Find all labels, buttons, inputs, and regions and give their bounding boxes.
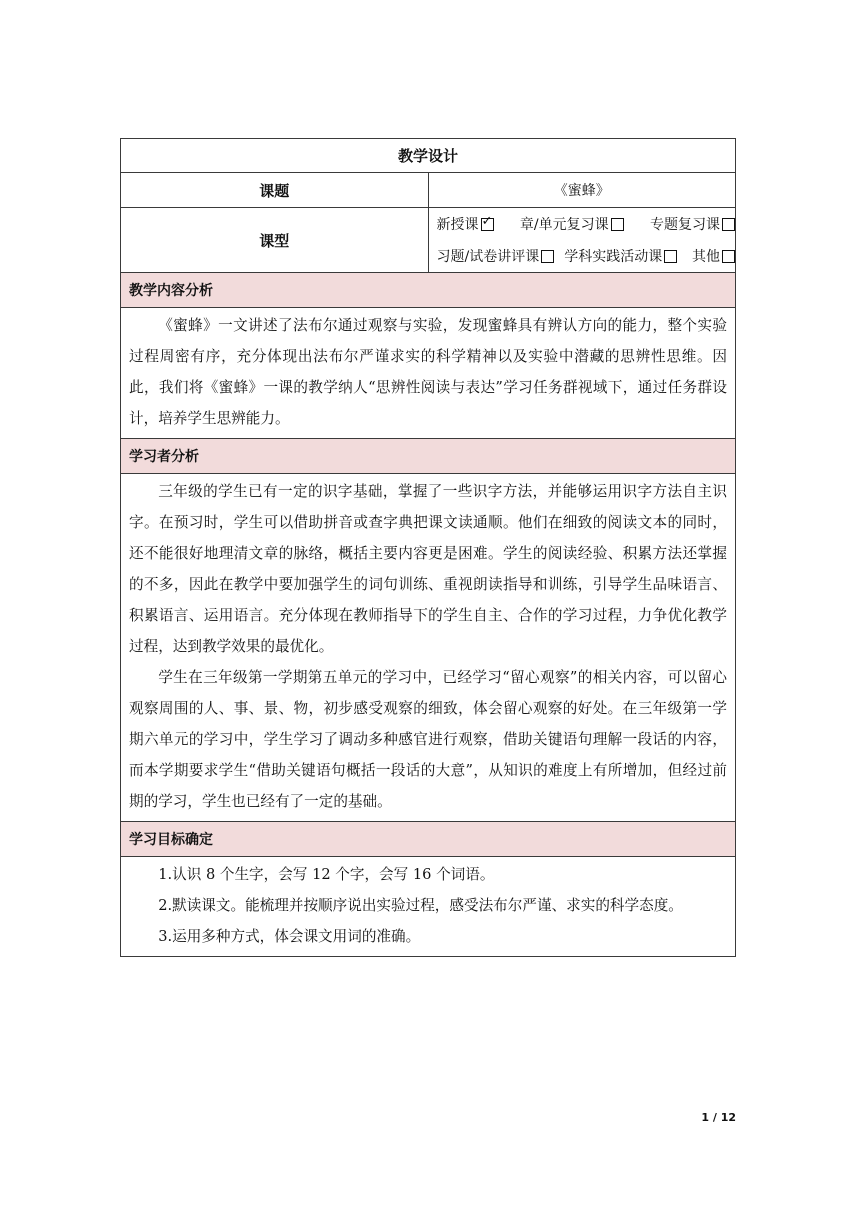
lesson-type-options — [428, 208, 736, 273]
learner-analysis-heading: 学习者分析 — [121, 439, 736, 474]
lesson-title: 《蜜蜂》 — [428, 173, 736, 208]
learner-analysis-paragraph-2: 学生在三年级第一学期第五单元的学习中，已经学习“留心观察”的相关内容，可以留心观察周围的人、事、景、物，初步感受观察的细致，体会留心观察的好处。在三年级第一学期六单元的学习中，学生学习了调动多种感官进行观察，借助关键语句理解一段话的内容，而本学期要求学生“借助关键语句概括一段话的大意”，从知识的难度上有所增加，但经过前期的学习，学生也已经有了一定的基础。 — [129, 669, 727, 810]
option-exercise-review[interactable]: 习题/试卷讲评课 — [437, 246, 565, 266]
option-unit-review[interactable]: 章/单元复习课 — [520, 214, 650, 234]
learner-analysis-body — [121, 474, 736, 822]
page-number: 1 / 12 — [701, 1111, 736, 1124]
checkbox[interactable] — [541, 250, 554, 263]
checkbox[interactable] — [664, 250, 677, 263]
option-other[interactable]: 其他 — [692, 246, 735, 266]
option-new-lesson[interactable]: 新授课 ✓ — [437, 214, 520, 234]
learning-goals-body — [121, 857, 736, 957]
lesson-plan-table — [120, 138, 736, 957]
learner-analysis-paragraph-1: 三年级的学生已有一定的识字基础，掌握了一些识字方法，并能够运用识字方法自主识字。在预习时，学生可以借助拼音或查字典把课文读通顺。他们在细致的阅读文本的同时，还不能很好地理清文章的脉络，概括主要内容更是困难。学生的阅读经验、积累方法还掌握的不多，因此在教学中要加强学生的词句训练、重视朗读指导和训练，引导学生品味语言、积累语言、运用语言。充分体现在教师指导下的学生自主、合作的学习过程，力争优化教学过程，达到教学效果的最优化。 — [129, 483, 727, 655]
document-title: 教学设计 — [121, 139, 736, 173]
content-analysis-paragraph: 《蜜蜂》一文讲述了法布尔通过观察与实验，发现蜜蜂具有辨认方向的能力，整个实验过程周密有序，充分体现出法布尔严谨求实的科学精神以及实验中潜藏的思辨性思维。因此，我们将《蜜蜂》一课的教学纳人“思辨性阅读与表达”学习任务群视域下，通过任务群设计，培养学生思辨能力。 — [129, 317, 727, 427]
content-analysis-heading: 教学内容分析 — [121, 273, 736, 308]
option-topic-review[interactable]: 专题复习课 — [650, 214, 735, 234]
lesson-type-row-2 — [437, 240, 736, 272]
option-practice-activity[interactable]: 学科实践活动课 — [564, 246, 692, 266]
checkbox[interactable] — [611, 218, 624, 231]
checked-checkbox[interactable] — [481, 218, 494, 231]
learning-goal-item: 3.运用多种方式，体会课文用词的准确。 — [158, 928, 421, 945]
checkbox[interactable] — [722, 218, 735, 231]
lesson-label: 课题 — [121, 173, 429, 208]
lesson-type-row-1 — [437, 208, 736, 240]
lesson-type-label: 课型 — [121, 208, 429, 273]
checkbox[interactable] — [722, 250, 735, 263]
learning-goal-item: 1.认识 8 个生字，会写 12 个字，会写 16 个词语。 — [158, 866, 495, 883]
learning-goal-item: 2.默读课文。能梳理并按顺序说出实验过程，感受法布尔严谨、求实的科学态度。 — [158, 897, 683, 914]
learning-goals-heading: 学习目标确定 — [121, 822, 736, 857]
content-analysis-body — [121, 308, 736, 439]
